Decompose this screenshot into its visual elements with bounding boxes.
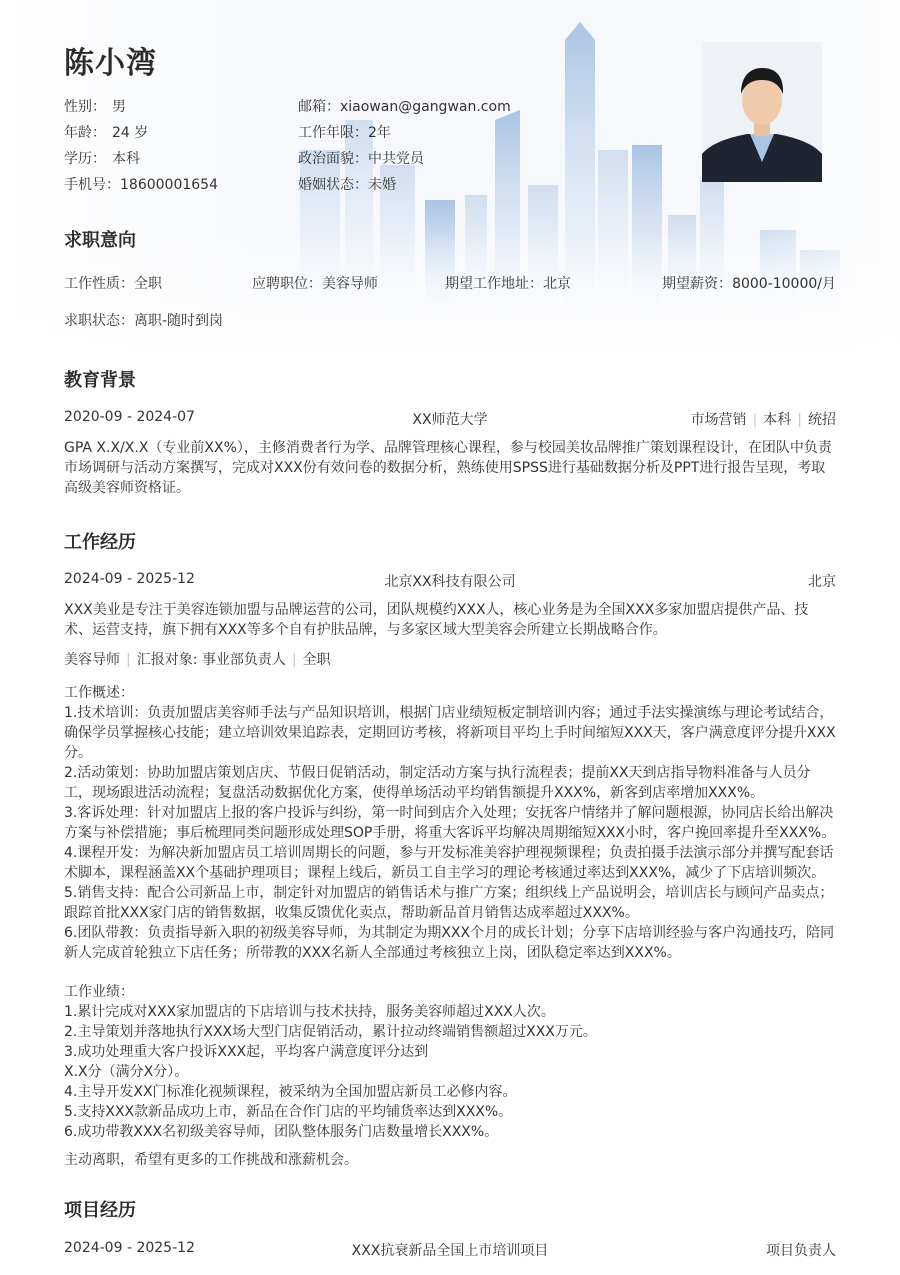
gender-label: 性别：	[64, 99, 106, 115]
work-result-item: 5.支持XXX款新品成功上市，新品在合作门店的平均铺货率达到XXX%。	[64, 1104, 513, 1120]
work-results-title: 工作业绩：	[64, 984, 134, 1000]
work-overview-item: 6.团队带教：负责指导新入职的初级美容导师，为其制定为期XXX个月的成长计划；分享下店培训经验与客户沟通技巧，陪同新人完成首轮独立下店任务；所带教的XXX名新人全部通过考核独立上岗，团队稳定率达到XXX%。	[64, 925, 835, 961]
work-result-item: 3.成功处理重大客户投诉XXX起，平均客户满意度评分达到 X.X分（满分X分）。	[64, 1044, 429, 1080]
education-degree: 本科	[763, 412, 792, 428]
separator: |	[291, 652, 297, 668]
age-value: 24 岁	[112, 125, 149, 141]
work-results	[64, 982, 836, 1142]
applied-position-value: 美容导师	[322, 276, 378, 292]
job-status-label: 求职状态：	[64, 313, 134, 329]
work-section-title: 工作经历	[64, 532, 136, 553]
education-level-label: 学历：	[64, 151, 106, 167]
expected-salary-field	[662, 273, 836, 293]
job-nature-field	[64, 273, 162, 293]
candidate-name: 陈小湾	[64, 46, 157, 81]
expected-location-label: 期望工作地址：	[445, 276, 543, 292]
work-result-item: 1.累计完成对XXX家加盟店的下店培训与技术扶持，服务美容师超过XXX人次。	[64, 1004, 555, 1020]
work-years-label: 工作年限：	[298, 125, 368, 141]
work-overview-title: 工作概述：	[64, 685, 134, 701]
email-field	[298, 96, 511, 116]
work-overview	[64, 683, 836, 963]
work-company: 北京XX科技有限公司	[384, 574, 516, 590]
project-name: XXX抗衰新品全国上市培训项目	[351, 1243, 549, 1259]
portrait-icon	[702, 42, 822, 182]
education-description: GPA X.X/X.X（专业前XX%），主修消费者行为学、品牌管理核心课程，参与校园美妆品牌推广策划课程设计，在团队中负责市场调研与活动方案撰写，完成对XXX份有效问卷的数据分析，熟练使用SPSS进行基础数据分析及PPT进行报告呈现，考取高级美容师资格证。	[64, 440, 832, 496]
separator: |	[797, 412, 802, 428]
education-level-value: 本科	[112, 151, 140, 167]
age-label: 年龄：	[64, 125, 106, 141]
work-result-item: 6.成功带教XXX名初级美容导师，团队整体服务门店数量增长XXX%。	[64, 1124, 499, 1140]
work-report-to: 汇报对象: 事业部负责人	[136, 652, 286, 668]
work-overview-item: 3.客诉处理：针对加盟店上报的客户投诉与纠纷，第一时间到店介入处理；安抚客户情绪并了解问题根源，协同店长给出解决方案与补偿措施；事后梳理同类问题形成处理SOP手册，将重大客诉平均解决周期缩短XXX小时，客户挽回率提升至XXX%。	[64, 805, 836, 841]
work-overview-item: 4.课程开发：为解决新加盟店员工培训周期长的问题，参与开发标准美容护理视频课程；负责拍摄手法演示部分并撰写配套话术脚本，课程涵盖XX个基础护理项目；课程上线后，新员工自主学习的理论考核通过率达到XXX%，减少了下店培训频次。	[64, 845, 834, 881]
separator: |	[126, 652, 131, 668]
job-nature-label: 工作性质：	[64, 276, 134, 292]
work-date: 2024-09 - 2025-12	[64, 571, 195, 587]
expected-location-field	[445, 273, 571, 293]
phone-field	[64, 174, 218, 194]
work-overview-item: 5.销售支持：配合公司新品上市，制定针对加盟店的销售话术与推广方案；组织线上产品说明会，培训店长与顾问产品卖点；跟踪首批XXX家门店的销售数据，收集反馈优化卖点，帮助新品首月销售达成率超过XXX%。	[64, 885, 834, 921]
education-major: 市场营销	[690, 412, 747, 428]
project-role: 项目负责人	[766, 1243, 836, 1259]
marital-status-value: 未婚	[368, 177, 396, 193]
project-section-title: 项目经历	[64, 1200, 136, 1221]
political-status-label: 政治面貌：	[298, 151, 368, 167]
intention-section-title: 求职意向	[64, 230, 136, 251]
age-field	[64, 122, 148, 142]
work-role: 美容导师	[64, 652, 120, 668]
education-date: 2020-09 - 2024-07	[64, 409, 195, 425]
work-years-value: 2年	[368, 125, 391, 141]
work-result-item: 2.主导策划并落地执行XXX场大型门店促销活动，累计拉动终端销售额超过XXX万元。	[64, 1024, 597, 1040]
job-status-field	[64, 310, 223, 330]
job-nature-value: 全职	[134, 276, 162, 292]
political-status-field	[298, 148, 424, 168]
work-role-info	[64, 649, 331, 669]
education-level-field	[64, 148, 140, 168]
work-overview-item: 1.技术培训：负责加盟店美容师手法与产品知识培训，根据门店业绩短板定制培训内容；通过手法实操演练与理论考试结合，确保学员掌握核心技能；建立培训效果追踪表，定期回访考核，将新项目平均上手时间缩短XXX天，客户满意度评分提升XXX分。	[64, 705, 836, 761]
work-result-item: 4.主导开发XX门标准化视频课程，被采纳为全国加盟店新员工必修内容。	[64, 1084, 517, 1100]
education-section-title: 教育背景	[64, 370, 136, 391]
marital-status-field	[298, 174, 396, 194]
education-major-info	[691, 409, 836, 429]
work-job-type: 全职	[302, 652, 331, 668]
applied-position-field	[252, 273, 378, 293]
gender-value: 男	[112, 99, 126, 115]
gender-field	[64, 96, 126, 116]
work-years-field	[298, 122, 391, 142]
profile-photo	[702, 42, 822, 182]
work-city: 北京	[808, 574, 836, 590]
expected-salary-label: 期望薪资：	[662, 276, 733, 292]
expected-salary-value: 8000-10000/月	[732, 276, 836, 292]
education-school: XX师范大学	[412, 412, 488, 428]
marital-status-label: 婚姻状态：	[298, 177, 368, 193]
expected-location-value: 北京	[543, 276, 571, 292]
political-status-value: 中共党员	[368, 151, 424, 167]
company-intro: XXX美业是专注于美容连锁加盟与品牌运营的公司，团队规模约XXX人，核心业务是为全国XXX多家加盟店提供产品、技术、运营支持，旗下拥有XXX等多个自有护肤品牌，与多家区域大型美容会所建立长期战略合作。	[64, 602, 809, 638]
applied-position-label: 应聘职位：	[252, 276, 322, 292]
email-value[interactable]: xiaowan@gangwan.com	[340, 99, 511, 115]
job-status-value: 离职-随时到岗	[134, 313, 224, 329]
phone-label: 手机号：	[64, 177, 120, 193]
education-type: 统招	[808, 412, 836, 428]
project-date: 2024-09 - 2025-12	[64, 1240, 195, 1256]
phone-value: 18600001654	[120, 177, 218, 193]
leave-reason: 主动离职，希望有更多的工作挑战和涨薪机会。	[64, 1152, 358, 1168]
work-overview-item: 2.活动策划：协助加盟店策划店庆、节假日促销活动，制定活动方案与执行流程表；提前XX天到店指导物料准备与人员分工，现场跟进活动流程；复盘活动数据优化方案，使得单场活动平均销售额提升XXX%，新客到店率增加XXX%。	[64, 765, 811, 801]
email-label: 邮箱：	[298, 99, 340, 115]
separator: |	[752, 412, 758, 428]
